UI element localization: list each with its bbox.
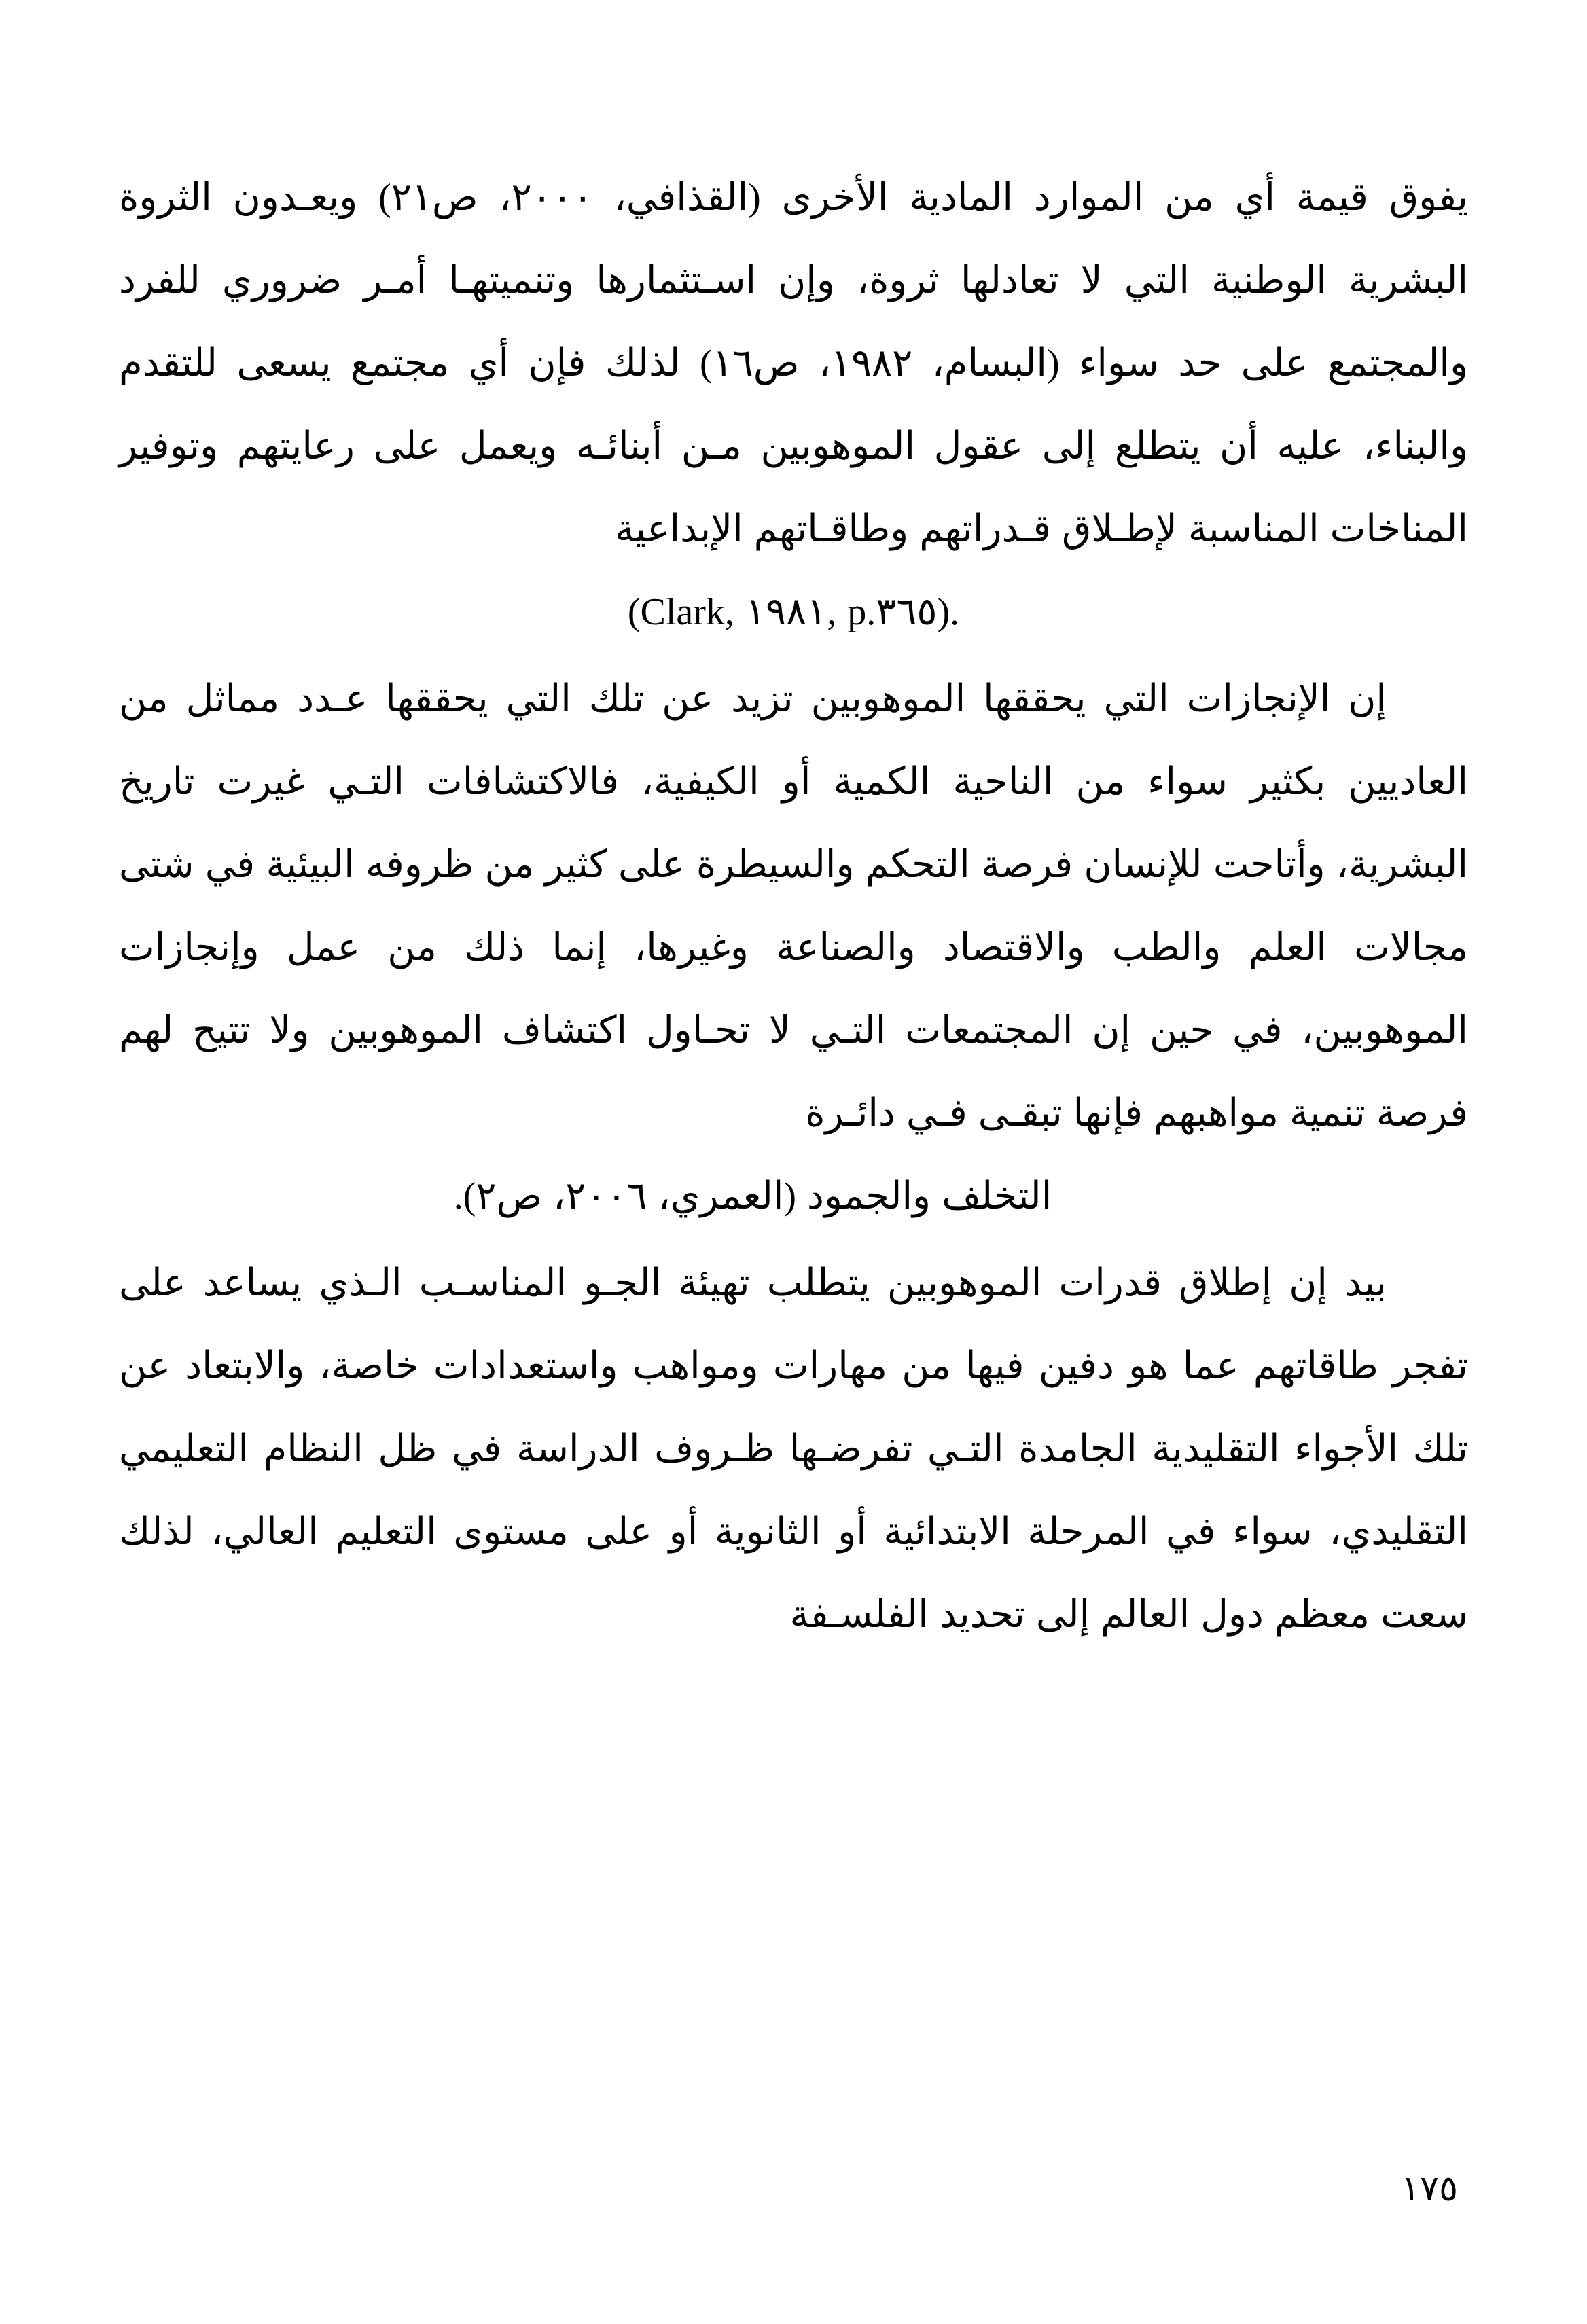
paragraph-2-text: إن الإنجازات التي يحققها الموهوبين تزيد عن تلك التي يحققها عـدد مماثل من العاديين بكثير سواء من الناحية الكمية أو الكيفية، فالاكتشافات التـي غيرت تاريخ البشرية، وأتاحت للإنسان فرصة التحكم والسيطرة على كثير من ظروفه البيئية في شتى مجالات العلم والطب والاقتصاد والصناعة وغيرها، إنما ذلك من عمل وإنجازات الموهوبين، في حين إن المجتمعات التـي لا تحـاول اكتشاف الموهوبين ولا تتيح لهم فرصة تنمية مواهبهم فإنها تبقـى فـي دائـرة — [119, 678, 1468, 1134]
paragraph-3-text: بيد إن إطلاق قدرات الموهوبين يتطلب تهيئة الجـو المناسـب الـذي يساعد على تفجر طاقاتهم عما هو دفين فيها من مهارات ومواهب واستعدادات خاصة، والابتعاد عن تلك الأجواء التقليدية الجامدة التـي تفرضـها ظـروف الدراسة في ظل النظام التعليمي التقليدي، سواء في المرحلة الابتدائية أو الثانوية أو على مستوى التعليم العالي، لذلك سعت معظم دول العالم إلى تحديد الفلسـفة — [119, 1262, 1469, 1636]
paragraph-3 — [119, 1242, 1468, 1656]
page-body — [119, 156, 1468, 1656]
paragraph-1 — [119, 156, 1468, 654]
paragraph-2-citation: التخلف والجمود (العمري، ٢٠٠٦، ص٢). — [453, 1175, 1052, 1217]
paragraph-1-citation: (Clark, ١٩٨١, p.٣٦٥). — [627, 591, 960, 633]
paragraph-2 — [119, 658, 1468, 1238]
page-number: ١٧٥ — [1401, 2170, 1458, 2209]
paragraph-1-text: يفوق قيمة أي من الموارد المادية الأخرى (القذافي، ٢٠٠٠، ص٢١) ويعـدون الثروة البشرية الوطنية التي لا تعادلها ثروة، وإن اسـتثمارها وتنميتهـا أمـر ضروري للفرد والمجتمع على حد سواء (البسام، ١٩٨٢، ص١٦) لذلك فإن أي مجتمع يسعى للتقدم والبناء، عليه أن يتطلع إلى عقول الموهوبين مـن أبنائـه ويعمل على رعايتهم وتوفير المناخات المناسبة لإطـلاق قـدراتهم وطاقـاتهم الإبداعية — [119, 177, 1469, 550]
